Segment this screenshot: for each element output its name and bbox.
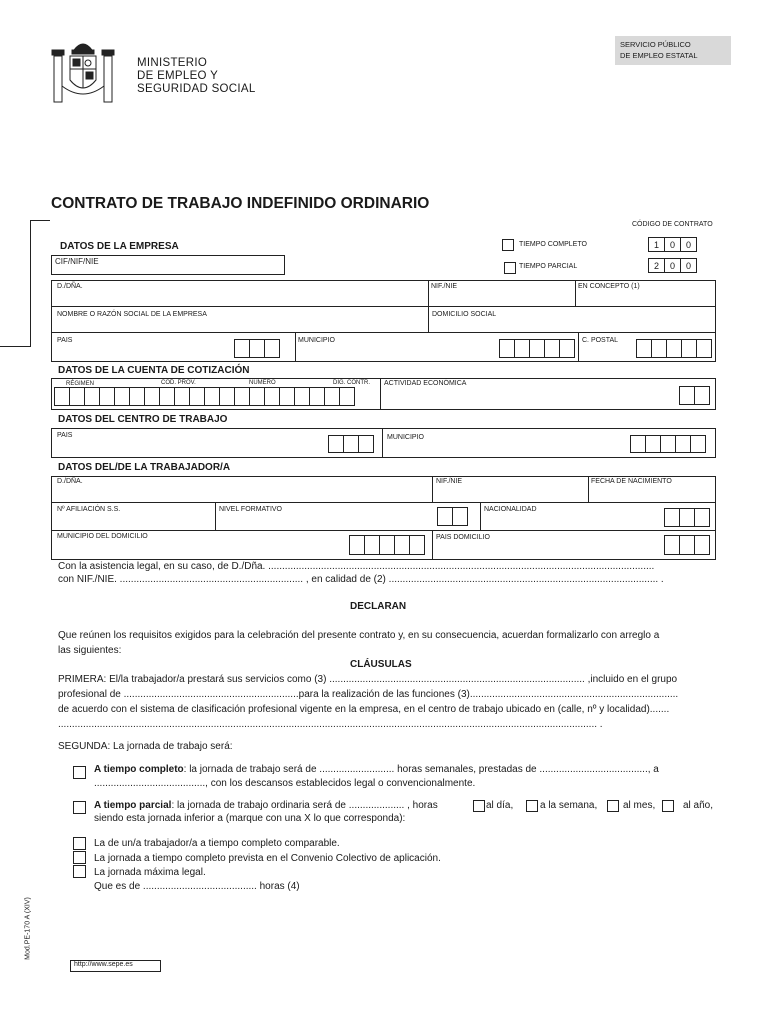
declaran-heading: DECLARAN [350, 601, 407, 612]
centro-pais-label: PAIS [57, 432, 73, 439]
sepe-label: SERVICIO PÚBLICO DE EMPLEO ESTATAL [615, 36, 731, 65]
fecha-nacimiento-label: FECHA DE NACIMIENTO [591, 478, 672, 485]
code-parcial-digit: 0 [685, 261, 691, 271]
margin-bracket [0, 346, 31, 347]
nacionalidad-label: NACIONALIDAD [484, 506, 537, 513]
code-completo-digit: 1 [653, 240, 659, 250]
tiempo-parcial-label: TIEMPO PARCIAL [519, 263, 578, 270]
margin-bracket [30, 220, 50, 221]
codigo-contrato-label: CÓDIGO DE CONTRATO [632, 221, 713, 228]
empresa-razon-label: NOMBRE O RAZÓN SOCIAL DE LA EMPRESA [57, 311, 207, 318]
ministry-name: MINISTERIO DE EMPLEO Y SEGURIDAD SOCIAL [137, 57, 256, 95]
clausulas-heading: CLÁUSULAS [350, 659, 412, 670]
actividad-cells[interactable] [679, 386, 710, 405]
empresa-municipio-cells[interactable] [499, 339, 575, 358]
al-ano-label: al año, [683, 800, 714, 811]
primera-line-1: PRIMERA: El/la trabajador/a prestará sus servicios como (3) ............................................................................................ ,incluido en el grupo [58, 674, 678, 685]
nacionalidad-cells[interactable] [664, 508, 710, 527]
afiliacion-label: Nº AFILIACIÓN S.S. [57, 506, 121, 513]
page-title: CONTRATO DE TRABAJO INDEFINIDO ORDINARIO [51, 195, 430, 212]
sepe-url-link[interactable]: http://www.sepe.es [74, 961, 133, 968]
empresa-cpostal-label: C. POSTAL [582, 337, 619, 344]
intro-line-1: Que reúnen los requisitos exigidos para la celebración del presente contrato y, en su consecuencia, acuerdan formalizarlo con arreglo a [58, 630, 660, 641]
opt4-label: Que es de ......................................... horas (4) [94, 881, 300, 892]
opt2-checkbox[interactable] [73, 851, 86, 864]
centro-municipio-label: MUNICIPIO [387, 434, 424, 441]
empresa-heading: DATOS DE LA EMPRESA [60, 241, 179, 252]
opt3-label: La jornada máxima legal. [94, 867, 206, 878]
nivel-formativo-label: NIVEL FORMATIVO [219, 506, 283, 513]
al-dia-label: al día, [486, 800, 514, 811]
empresa-cpostal-cells[interactable] [636, 339, 712, 358]
asistencia-line-2: con NIF./NIE. .................................................................. , en calidad de (2) ................................................................................................. . [58, 574, 664, 585]
al-dia-checkbox[interactable] [473, 800, 485, 812]
margin-bracket [30, 220, 31, 346]
empresa-dona-label: D./DÑA. [57, 283, 83, 290]
completo-line-1: A tiempo completo: la jornada de trabajo será de ........................... horas semanales, prestadas de ......................................., a [94, 764, 659, 775]
tiempo-parcial-checkbox[interactable] [504, 262, 516, 274]
municipio-domicilio-label: MUNICIPIO DEL DOMICILIO [57, 533, 148, 540]
centro-pais-cells[interactable] [328, 435, 374, 453]
empresa-domicilio-label: DOMICILIO SOCIAL [432, 311, 497, 318]
empresa-table [51, 280, 716, 362]
nivel-formativo-cells[interactable] [437, 507, 468, 526]
primera-line-2: profesional de ...............................................................para la realización de las funciones (3)........................................................................... [58, 689, 679, 700]
opt2-label: La jornada a tiempo completo prevista en el Convenio Colectivo de aplicación. [94, 853, 441, 864]
a-semana-checkbox[interactable] [526, 800, 538, 812]
empresa-nif-label: NIF./NIE [431, 283, 458, 290]
cotizacion-cells[interactable] [54, 387, 355, 406]
code-completo-digit: 0 [669, 240, 675, 250]
primera-line-3: de acuerdo con el sistema de clasificación profesional vigente en la empresa, en el centro de trabajo ubicado en (calle, nº y localidad)....... [58, 704, 670, 715]
trabajador-nif-label: NIF./NIE [436, 478, 463, 485]
parcial-line-1: A tiempo parcial: la jornada de trabajo ordinaria será de .................... , horas [94, 800, 438, 811]
completo-line-2: ........................................, con los descansos establecidos legal o convencionalmente. [94, 778, 476, 789]
dig-contr-label: DIG. CONTR. [333, 380, 370, 386]
centro-table [51, 428, 716, 458]
municipio-domicilio-cells[interactable] [349, 535, 425, 555]
a-semana-label: a la semana, [540, 800, 598, 811]
asistencia-line-1: Con la asistencia legal, en su caso, de D./Dña. ........................................................................................................................................... [58, 561, 655, 572]
empresa-municipio-label: MUNICIPIO [298, 337, 335, 344]
cif-label: CIF/NIF/NIE [55, 257, 99, 266]
pais-domicilio-cells[interactable] [664, 535, 710, 555]
parcial-checkbox[interactable] [73, 801, 86, 814]
model-code: Mod.PE-170 A (XIV) [24, 897, 32, 960]
al-mes-label: al mes, [623, 800, 656, 811]
code-parcial-digit: 0 [669, 261, 675, 271]
al-mes-checkbox[interactable] [607, 800, 619, 812]
primera-line-4: .................................................................................................................................................................................................. . [58, 719, 603, 730]
completo-checkbox[interactable] [73, 766, 86, 779]
numero-label: NUMERO [249, 380, 276, 386]
actividad-label: ACTIVIDAD ECONÓMICA [384, 380, 467, 387]
parcial-line-2: siendo esta jornada inferior a (marque con una X lo que corresponda): [94, 813, 406, 824]
intro-line-2: las siguientes: [58, 645, 122, 656]
al-ano-checkbox[interactable] [662, 800, 674, 812]
empresa-concepto-label: EN CONCEPTO (1) [578, 283, 640, 290]
centro-heading: DATOS DEL CENTRO DE TRABAJO [58, 414, 228, 425]
code-completo-digit: 0 [685, 240, 691, 250]
opt1-checkbox[interactable] [73, 837, 86, 850]
tiempo-completo-checkbox[interactable] [502, 239, 514, 251]
cotizacion-heading: DATOS DE LA CUENTA DE COTIZACIÓN [58, 365, 250, 376]
coat-of-arms-icon [50, 36, 116, 106]
trabajador-dona-label: D./DÑA. [57, 478, 83, 485]
opt3-checkbox[interactable] [73, 865, 86, 878]
pais-domicilio-label: PAIS DOMICILIO [436, 534, 490, 541]
opt1-label: La de un/a trabajador/a a tiempo completo comparable. [94, 838, 340, 849]
code-parcial-digit: 2 [653, 261, 659, 271]
regimen-label: RÉGIMEN [66, 381, 95, 387]
centro-municipio-cells[interactable] [630, 435, 706, 453]
cod-prov-label: COD. PROV. [161, 380, 196, 386]
trabajador-heading: DATOS DEL/DE LA TRABAJADOR/A [58, 462, 231, 473]
segunda-line: SEGUNDA: La jornada de trabajo será: [58, 741, 233, 752]
empresa-pais-label: PAIS [57, 337, 73, 344]
tiempo-completo-label: TIEMPO COMPLETO [519, 241, 587, 248]
empresa-pais-cells[interactable] [234, 339, 280, 358]
